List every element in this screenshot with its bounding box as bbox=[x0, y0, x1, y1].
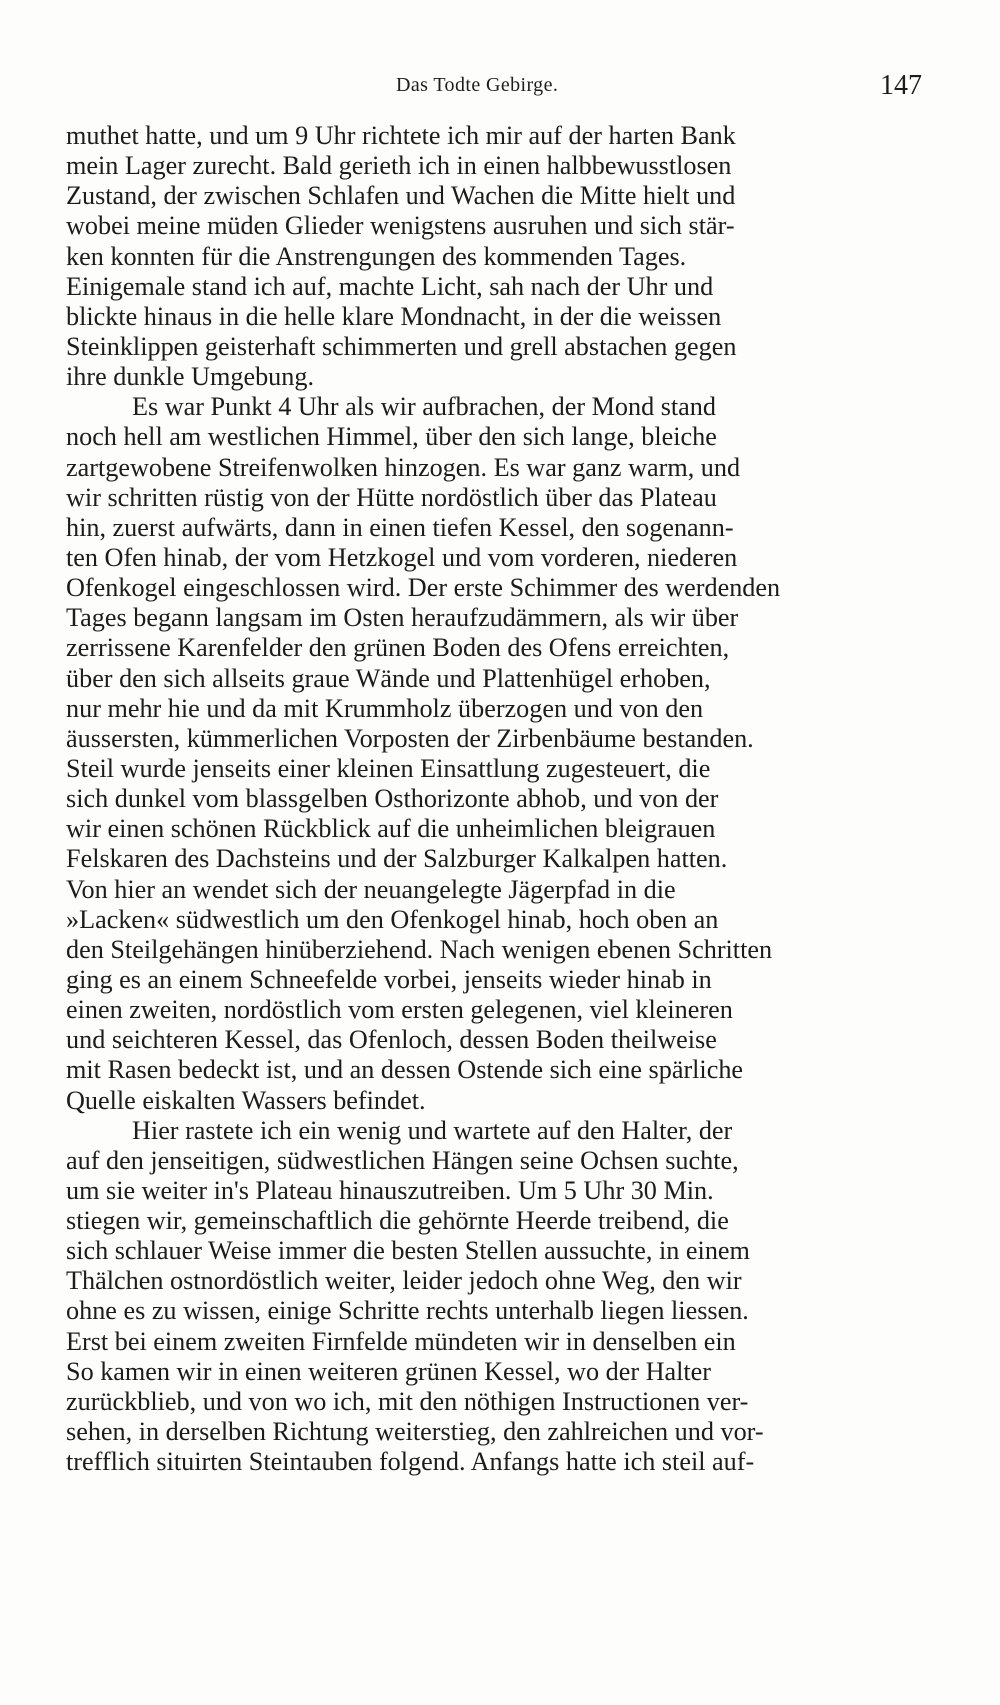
text-line: wir schritten rüstig von der Hütte nordöstlich über das Plateau bbox=[66, 482, 717, 512]
text-line: äussersten, kümmerlichen Vorposten der Zirbenbäume bestanden. bbox=[66, 723, 754, 753]
text-line: nur mehr hie und da mit Krummholz überzogen und von den bbox=[66, 693, 704, 723]
text-line: Tages begann langsam im Osten heraufzudämmern, als wir über bbox=[66, 603, 739, 633]
text-line: Einigemale stand ich auf, machte Licht, sah nach der Uhr und bbox=[66, 271, 714, 301]
text-line: Thälchen ostnordöstlich weiter, leider jedoch ohne Weg, den wir bbox=[66, 1266, 742, 1296]
text-line: blickte hinaus in die helle klare Mondnacht, in der die weissen bbox=[66, 301, 722, 331]
text-line: sich dunkel vom blassgelben Osthorizonte abhob, und von der bbox=[66, 784, 719, 814]
text-line: ten Ofen hinab, der vom Hetzkogel und vom vorderen, niederen bbox=[66, 542, 738, 572]
text-line: »Lacken« südwestlich um den Ofenkogel hinab, hoch oben an bbox=[66, 904, 719, 934]
text-line: ihre dunkle Umgebung. bbox=[66, 362, 315, 392]
text-line: Steinklippen geisterhaft schimmerten und grell abstachen gegen bbox=[66, 331, 737, 361]
text-line: trefflich situirten Steintauben folgend. Anfangs hatte ich steil auf- bbox=[66, 1447, 755, 1477]
text-line: zurückblieb, und von wo ich, mit den nöthigen Instructionen ver- bbox=[66, 1386, 749, 1416]
text-line: ging es an einem Schneefelde vorbei, jenseits wieder hinab in bbox=[66, 964, 712, 994]
text-line: auf den jenseitigen, südwestlichen Hängen seine Ochsen suchte, bbox=[66, 1145, 739, 1175]
text-line: ken konnten für die Anstrengungen des kommenden Tages. bbox=[66, 241, 687, 271]
text-line: mein Lager zurecht. Bald gerieth ich in einen halbbewusstlosen bbox=[66, 151, 732, 181]
text-line: mit Rasen bedeckt ist, und an dessen Ostende sich eine spärliche bbox=[66, 1055, 744, 1085]
text-line: sehen, in derselben Richtung weiterstieg, den zahlreichen und vor- bbox=[66, 1417, 764, 1447]
text-line: muthet hatte, und um 9 Uhr richtete ich mir auf der harten Bank bbox=[66, 121, 736, 150]
text-line: noch hell am westlichen Himmel, über den sich lange, bleiche bbox=[66, 422, 717, 452]
text-line: ohne es zu wissen, einige Schritte rechts unterhalb liegen liessen. bbox=[66, 1296, 749, 1326]
text-line: Felskaren des Dachsteins und der Salzburger Kalkalpen hatten. bbox=[66, 844, 728, 874]
text-line: einen zweiten, nordöstlich vom ersten gelegenen, viel kleineren bbox=[66, 995, 733, 1025]
text-line: hin, zuerst aufwärts, dann in einen tiefen Kessel, den sogenann- bbox=[66, 512, 734, 542]
text-line: um sie weiter in's Plateau hinauszutreiben. Um 5 Uhr 30 Min. bbox=[66, 1175, 714, 1205]
text-line: zerrissene Karenfelder den grünen Boden des Ofens erreichten, bbox=[66, 633, 730, 663]
text-line: Erst bei einem zweiten Firnfelde mündeten wir in denselben ein bbox=[66, 1326, 736, 1356]
body-text bbox=[66, 121, 926, 1477]
running-title: Das Todte Gebirge. bbox=[396, 74, 559, 96]
text-line: wobei meine müden Glieder wenigstens ausruhen und sich stär- bbox=[66, 211, 735, 241]
text-line: Hier rastete ich ein wenig und wartete auf den Halter, der bbox=[132, 1115, 733, 1145]
text-line: Es war Punkt 4 Uhr als wir aufbrachen, der Mond stand bbox=[132, 392, 716, 422]
text-line: über den sich allseits graue Wände und Plattenhügel erhoben, bbox=[66, 663, 711, 693]
text-line: Steil wurde jenseits einer kleinen Einsattlung zugesteuert, die bbox=[66, 753, 711, 783]
page-header bbox=[66, 66, 932, 106]
text-line: den Steilgehängen hinüberziehend. Nach wenigen ebenen Schritten bbox=[66, 934, 773, 964]
text-line: Ofenkogel eingeschlossen wird. Der erste Schimmer des werdenden bbox=[66, 573, 781, 603]
text-line: Quelle eiskalten Wassers befindet. bbox=[66, 1085, 426, 1115]
text-line: und seichteren Kessel, das Ofenloch, dessen Boden theilweise bbox=[66, 1025, 717, 1055]
text-line: sich schlauer Weise immer die besten Stellen aussuchte, in einem bbox=[66, 1236, 750, 1266]
page-number: 147 bbox=[880, 70, 922, 101]
text-line: Von hier an wendet sich der neuangelegte Jägerpfad in die bbox=[66, 874, 676, 904]
text-line: So kamen wir in einen weiteren grünen Kessel, wo der Halter bbox=[66, 1356, 712, 1386]
text-line: stiegen wir, gemeinschaftlich die gehörnte Heerde treibend, die bbox=[66, 1206, 729, 1236]
text-line: Zustand, der zwischen Schlafen und Wachen die Mitte hielt und bbox=[66, 181, 736, 211]
text-line: zartgewobene Streifenwolken hinzogen. Es war ganz warm, und bbox=[66, 452, 741, 482]
text-line: wir einen schönen Rückblick auf die unheimlichen bleigrauen bbox=[66, 814, 716, 844]
